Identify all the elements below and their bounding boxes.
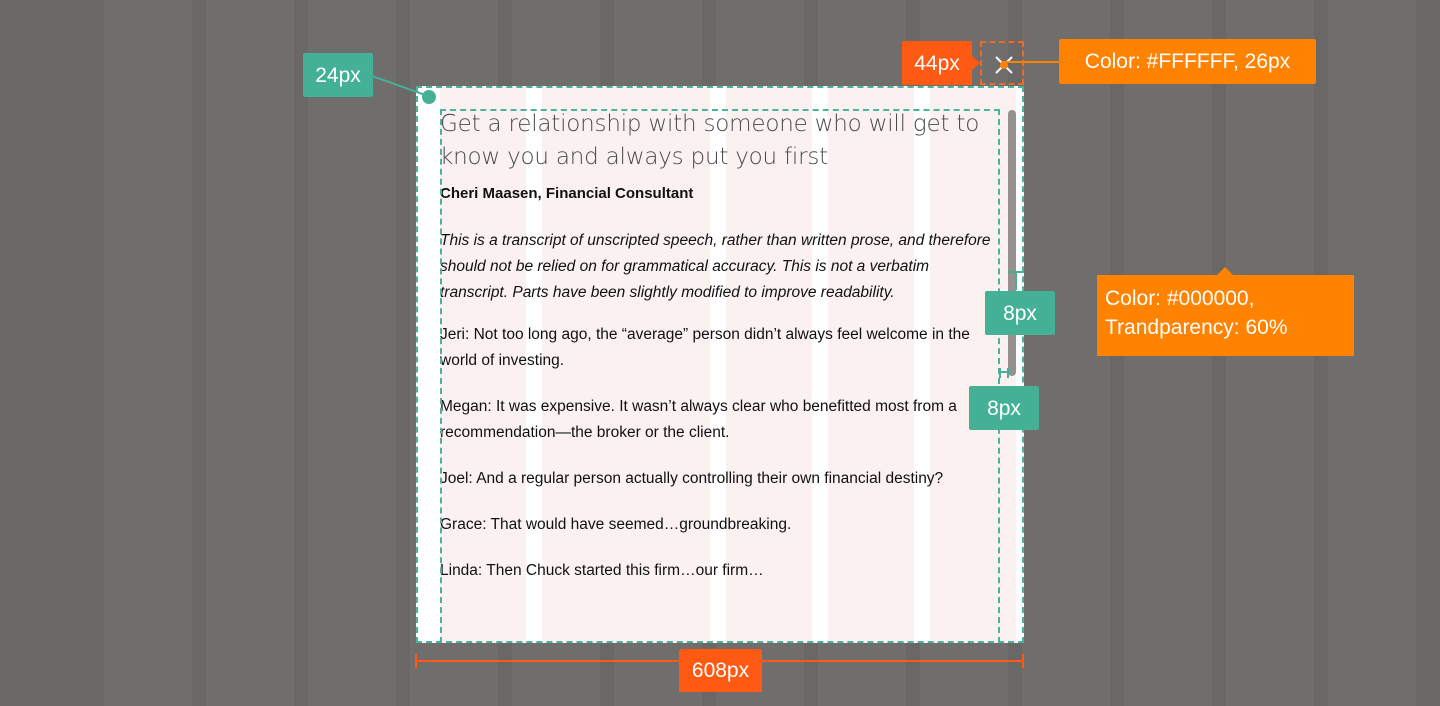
scrollbar-spec-annotation: Color: #000000, Trandparency: 60% (1097, 275, 1354, 356)
transcript-paragraph: Linda: Then Chuck started this firm…our firm… (440, 562, 764, 579)
transcript-disclaimer: This is a transcript of unscripted speech, rather than written prose, and therefore should not be relied on for grammatical accuracy. This is not a verbatim transcript. Parts have been slightly modified to improve readability. (440, 232, 991, 301)
padding-annotation: 24px (303, 53, 373, 97)
author-line: Cheri Maasen, Financial Consultant (440, 185, 694, 202)
transcript-paragraph: Joel: And a regular person actually controlling their own financial destiny? (440, 470, 944, 487)
modal-width-annotation: 608px (679, 649, 762, 692)
close-spec-annotation: Color: #FFFFFF, 26px (1059, 39, 1316, 84)
close-size-annotation: 44px (902, 41, 972, 85)
transcript-paragraph: Grace: That would have seemed…groundbreaking. (440, 516, 792, 533)
width-measure-tick (415, 654, 417, 668)
modal-title: Get a relationship with someone who will get to know you and always put you first (440, 111, 980, 170)
scrollbar-width-annotation: 8px (969, 386, 1039, 430)
width-measure-tick (1022, 654, 1024, 668)
transcript-paragraph: Jeri: Not too long ago, the “average” person didn’t always feel welcome in the world of investing. (440, 326, 970, 369)
transcript-paragraph: Megan: It was expensive. It wasn’t always clear who benefitted most from a recommendation—the broker or the client. (440, 398, 957, 441)
scrollbar-gap-annotation: 8px (985, 291, 1055, 335)
